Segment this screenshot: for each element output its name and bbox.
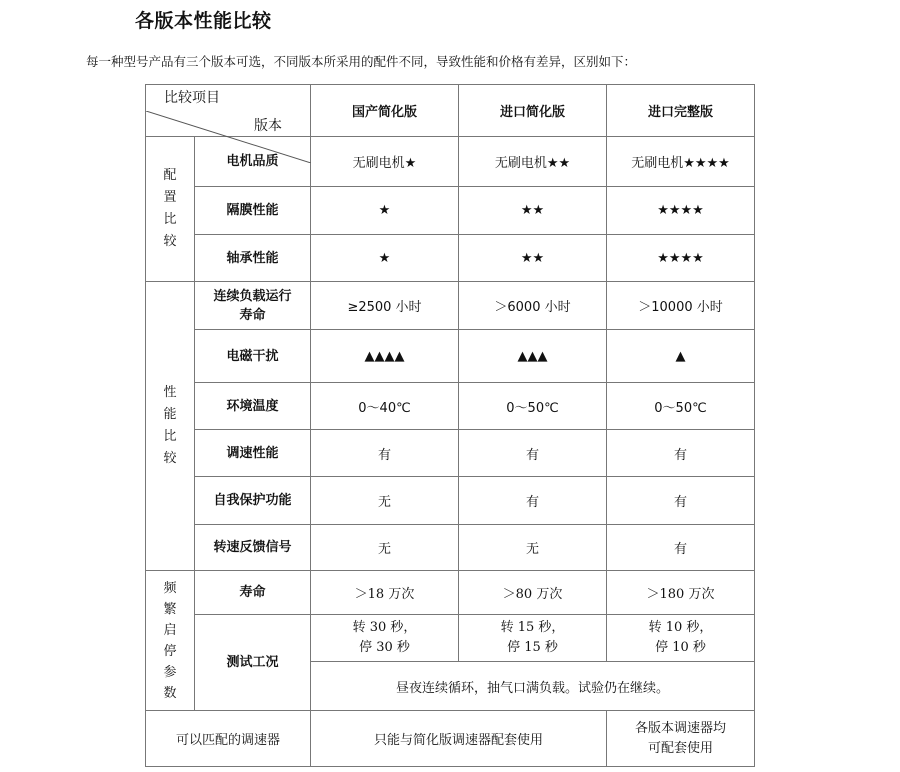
- cell: 转 10 秒， 停 10 秒: [607, 615, 755, 662]
- cell: ★: [311, 235, 459, 282]
- corner-bottom-label: 比较项目: [164, 89, 220, 106]
- version-header: 国产简化版: [311, 85, 459, 137]
- cell: 各版本调速器均 可配套使用: [607, 711, 755, 767]
- version-header: 进口简化版: [459, 85, 607, 137]
- cell: 无: [311, 525, 459, 571]
- group-startstop: 频繁启停参数: [146, 571, 195, 711]
- row-label: 可以匹配的调速器: [146, 711, 311, 767]
- cell: 无: [459, 525, 607, 571]
- cell: 无刷电机★: [311, 137, 459, 187]
- comparison-table: [145, 84, 755, 767]
- cell: 无刷电机★★: [459, 137, 607, 187]
- cell: ★★: [459, 235, 607, 282]
- cell: 有: [459, 477, 607, 525]
- cell: ≥2500 小时: [311, 282, 459, 330]
- cell: ＞80 万次: [459, 571, 607, 615]
- cell: ＞180 万次: [607, 571, 755, 615]
- table-row: [146, 571, 755, 615]
- row-label: 环境温度: [195, 383, 311, 430]
- cell: ＞10000 小时: [607, 282, 755, 330]
- cell: ★: [311, 187, 459, 235]
- group-config: 配置比较: [146, 137, 195, 282]
- group-performance: 性能比较: [146, 282, 195, 571]
- cell: 0～50℃: [459, 383, 607, 430]
- cell: ▲▲▲: [459, 330, 607, 383]
- cell: 只能与简化版调速器配套使用: [311, 711, 607, 767]
- corner-top-label: 版本: [254, 117, 282, 134]
- cell: 0～50℃: [607, 383, 755, 430]
- cell: ★★: [459, 187, 607, 235]
- cell: 有: [607, 477, 755, 525]
- row-label: 轴承性能: [195, 235, 311, 282]
- cell: 转 15 秒， 停 15 秒: [459, 615, 607, 662]
- cell: 有: [459, 430, 607, 477]
- cell: 有: [607, 430, 755, 477]
- row-label: 调速性能: [195, 430, 311, 477]
- cell: 无刷电机★★★★: [607, 137, 755, 187]
- row-label: [195, 282, 311, 330]
- row-label: 电机品质: [195, 137, 311, 187]
- cell: ▲▲▲▲: [311, 330, 459, 383]
- row-label: 转速反馈信号: [195, 525, 311, 571]
- cell: ★★★★: [607, 235, 755, 282]
- row-label: 隔膜性能: [195, 187, 311, 235]
- table-row: [146, 330, 755, 383]
- diagonal-line: [146, 111, 311, 163]
- corner-cell: [146, 85, 311, 137]
- table-row: [146, 383, 755, 430]
- cell: ▲: [607, 330, 755, 383]
- table-row: [146, 711, 755, 767]
- row-label: 自我保护功能: [195, 477, 311, 525]
- version-header: 进口完整版: [607, 85, 755, 137]
- row-label-line: 连续负载运行: [213, 288, 292, 304]
- table-row: [146, 187, 755, 235]
- table-row: [146, 525, 755, 571]
- cell: 有: [311, 430, 459, 477]
- cell: 转 30 秒， 停 30 秒: [311, 615, 459, 662]
- cell: ＞18 万次: [311, 571, 459, 615]
- table-row: [146, 615, 755, 662]
- table-row: [146, 282, 755, 330]
- cell: 无: [311, 477, 459, 525]
- intro-text: 每一种型号产品有三个版本可选，不同版本所采用的配件不同，导致性能和价格有差异，区别如下：: [86, 54, 637, 69]
- row-label-line: 寿命: [239, 307, 266, 323]
- page-title: 各版本性能比较: [135, 10, 272, 32]
- test-note: 昼夜连续循环，抽气口满负载。试验仍在继续。: [311, 662, 755, 711]
- cell: 0～40℃: [311, 383, 459, 430]
- cell: 有: [607, 525, 755, 571]
- cell: ★★★★: [607, 187, 755, 235]
- cell: ＞6000 小时: [459, 282, 607, 330]
- table-row: [146, 235, 755, 282]
- row-label: 寿命: [195, 571, 311, 615]
- header-row: [146, 85, 755, 137]
- row-label: 电磁干扰: [195, 330, 311, 383]
- row-label: 测试工况: [195, 615, 311, 711]
- table-row: [146, 477, 755, 525]
- table-row: [146, 430, 755, 477]
